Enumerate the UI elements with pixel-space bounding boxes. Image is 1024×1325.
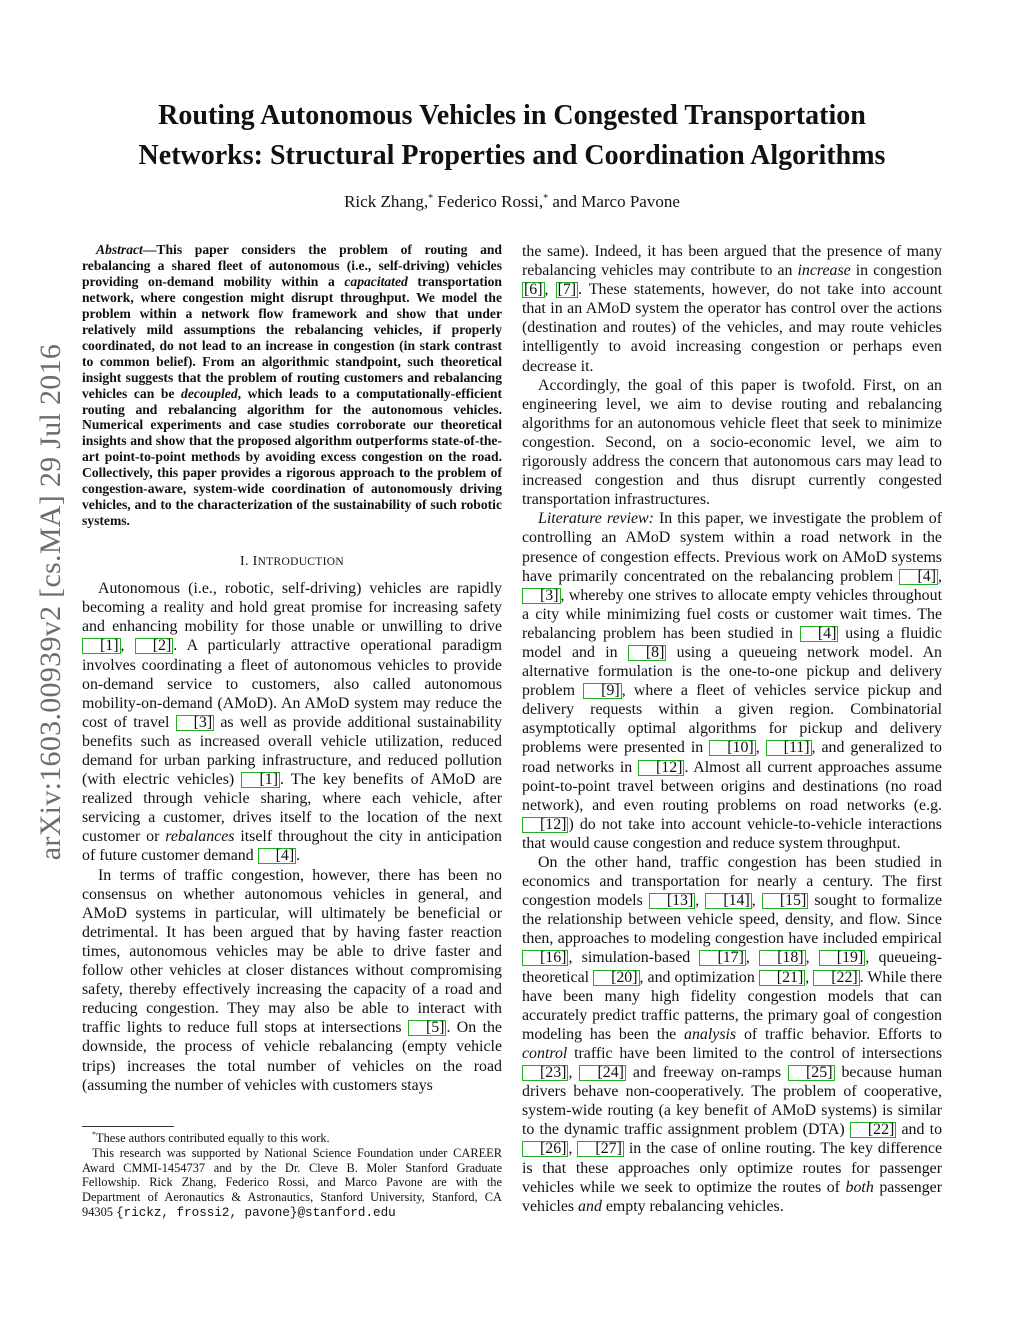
text: In this paper, we investigate the problem of controlling an AMoD system within a road network in the presence of congestion effects. Previous work on AMoD systems have primarily concentrated on the rebalancing problem [522,510,943,585]
emphasis: and [578,1197,602,1215]
abstract-emphasis: capacitated [344,273,408,289]
citation-link[interactable]: [1] [82,638,121,654]
text: , where a fleet of vehicles service pickup and delivery requests within a given region. Combinatorial asymptotically optimal algorithms for pickup and delivery problems were presented in [522,682,942,757]
citation-link[interactable]: [21] [759,970,805,986]
citation-link[interactable]: [3] [176,715,215,731]
citation-link[interactable]: [17] [699,950,745,966]
text: traffic have been limited to the control of intersections [567,1044,942,1062]
author-name: and Marco Pavone [548,192,680,211]
abstract-emphasis: decoupled [181,385,238,401]
text: itself throughout the city in anticipation of future customer demand [82,828,502,865]
text: the same). Indeed, it has been argued that the presence of many rebalancing vehicles may contribute to an [522,243,942,280]
text: . A particularly attractive operational paradigm involves coordinating a fleet of autonomous vehicles to provide on-demand service to customers, also called autonomous mobility-on-demand (AMoD). An AMoD system may reduce the cost of travel [82,637,502,731]
text: , [544,281,556,299]
citation-link[interactable]: [14] [705,893,751,909]
section-heading-rest: NTRODUCTION [257,556,344,569]
abstract-label: Abstract [96,242,143,257]
abstract-dash: — [142,242,157,257]
author-name: Rick Zhang, [344,192,429,211]
text: . These statements, however, do not take into account that in an AMoD system the operator has control over the actions (destination and routes) of the vehicles, and may route vehicles intelligently to avoid increasing congestion or perhaps even decrease it. [522,281,942,375]
citation-link[interactable]: [16] [522,950,568,966]
citation-link[interactable]: [15] [762,893,808,909]
text: and to [896,1121,943,1139]
citation-link[interactable]: [4] [899,569,938,585]
paragraph-label: Literature review: [538,510,654,528]
footnotes [82,1128,502,1220]
section-heading-initial: I [252,554,258,570]
text: sought to formalize the relationship between vehicle speed, density, and flow. Since then, approaches to modeling congestion have included empirical [522,892,943,948]
citation-link[interactable]: [13] [649,893,695,909]
citation-link[interactable]: [10] [709,740,755,756]
text: of traffic behavior. Efforts to [736,1025,942,1043]
text: , [695,892,706,910]
literature-review-paragraph [522,509,942,853]
text: passenger vehicles [522,1178,942,1215]
text: , [755,739,766,757]
intro-paragraph-4: Accordingly, the goal of this paper is twofold. First, on an engineering level, we aim to devise routing and rebalancing algorithms for an autonomous vehicle fleet that seek to minimize congestion. Second, on a socio-economic level, we aim to rigorously address the concern that autonomous cars may lead to increased congestion and thus disrupt currently congested transportation infrastructures. [522,376,942,509]
section-numeral: I. [240,554,253,570]
emphasis: rebalances [165,828,235,846]
left-column [82,242,502,1095]
emphasis: both [845,1178,874,1196]
footnote-equal-contribution [82,1128,502,1146]
abstract-text: , which leads to a computationally-efficient routing and rebalancing algorithm for the autonomous vehicles. Numerical experiments and case studies corroborate our theoretical insights and show that the proposed algorithm outperforms state-of-the-art point-to-point methods by avoiding excess congestion on the road. Collectively, this paper provides a rigorous approach to the problem of congestion-aware, system-wide coordination of autonomously driving vehicles, and to the characterization of the sustainability of such robotic systems. [82,385,502,529]
text: in the case of online routing. The key difference is that these approaches only optimize routes for passenger vehicles while we seek to optimize the routes of [522,1140,942,1196]
text: using a queueing network model. An alternative formulation is the one-to-one pickup and delivery problem [522,643,942,700]
text: On the other hand, traffic congestion has been studied in economics and transportation for nearly a century. The first congestion models [522,854,942,910]
citation-link[interactable]: [2] [135,638,174,654]
footnote-text: This research was supported by National Science Foundation under CAREER Award CMMI-1454737 and by the Dr. Cleve B. Moler Stanford Graduate Fellowship. Rick Zhang, Federico Rossi, and Marco Pavone are with the Department of Aeronautics & Astronautics, Stanford University, Stanford, CA 94305 [82,1145,502,1219]
abstract [82,242,502,529]
citation-link[interactable]: [22] [850,1122,896,1138]
paper-title [90,96,934,176]
equal-contribution-mark: * [428,193,434,204]
text: ) do not take into account vehicle-to-vehicle interactions that would cause congestion and reduce system throughput. [522,815,942,852]
citation-link[interactable]: [24] [579,1065,625,1081]
text: . On the downside, the process of vehicle rebalancing (empty vehicle trips) increases the total number of vehicles on the road (assuming the number of vehicles with customers stays [82,1019,502,1094]
text: . [296,847,301,865]
citation-link[interactable]: [22] [813,970,859,986]
text: In terms of traffic congestion, however, there has been no consensus on whether autonomous vehicles in general, and AMoD systems in particular, will ultimately be beneficial or detrimental. It has been argued that by having faster reaction times, autonomous vehicles may be able to drive faster and follow other vehicles at closer distances without compromising safety, thereby effectively increasing the capacity of a road and reducing congestion. They may also be able to interact with traffic lights to reduce full stops at intersections [82,866,502,1037]
text: . Almost all current approaches assume point-to-point travel between origins and destinations (no road network), and even routing problems on road networks (e.g. [522,758,942,814]
title-line-1: Routing Autonomous Vehicles in Congested Transportation [158,100,866,131]
footnote-divider [82,1126,174,1127]
congestion-paragraph [522,853,942,1216]
citation-link[interactable]: [5] [408,1020,447,1036]
citation-link[interactable]: [19] [819,950,865,966]
citation-link[interactable]: [25] [788,1065,834,1081]
text: , [751,892,762,910]
title-line-2: Networks: Structural Properties and Coordination Algorithms [138,140,886,171]
text: , [568,1064,580,1082]
emphasis: control [522,1044,568,1062]
text: , [120,637,135,655]
footnote-mark: * [92,1130,96,1139]
text: in congestion [850,262,942,280]
citation-link[interactable]: [4] [800,626,839,642]
citation-link[interactable]: [12] [638,760,684,776]
emphasis: analysis [684,1025,737,1043]
citation-link[interactable]: [12] [522,817,568,833]
citation-link[interactable]: [20] [593,970,639,986]
author-name: Federico Rossi, [433,192,544,211]
text: as well as provide additional sustainability benefits such as increased overall vehicle utilization, reduced demand for urban parking infrastructure, and reduced pollution (with electric vehicles) [82,713,502,789]
emphasis: increase [797,262,851,280]
author-list [90,186,934,215]
equal-contribution-mark: * [543,193,549,204]
citation-link[interactable]: [23] [522,1065,568,1081]
text: , and generalized to road networks in [522,739,942,776]
text: , [745,949,760,967]
text: , [805,968,814,986]
text: , queueing-theoretical [522,949,942,986]
intro-paragraph-2 [82,866,502,1095]
abstract-text: transportation network, where congestion might disrupt throughput. We model the problem within a network flow framework and show that under relatively mild assumptions the rebalancing vehicles, if properly coordinated, do not lead to an increase in congestion (in stark contrast to common belief). From an algorithmic standpoint, such theoretical insight suggests that the problem of routing customers and rebalancing vehicles can be [82,273,502,401]
text: , simulation-based [568,949,700,967]
text: , whereby one strives to allocate empty vehicles throughout a city while minimizing fuel costs or customer wait times. The rebalancing problem has been studied in [522,586,942,642]
citation-link[interactable]: [8] [628,645,667,661]
text: . While there have been many high fidelity congestion models that can accurately predict traffic patterns, the primary goal of congestion modeling has been the [522,968,942,1043]
abstract-text: This paper considers the problem of routing and rebalancing a shared fleet of autonomous (i.e., self-driving) vehicles providing on-demand mobility within a [82,242,502,289]
citation-link[interactable]: [18] [759,950,805,966]
section-heading-introduction [82,553,502,571]
author-emails: {rickz, frossi2, pavone}@stanford.edu [116,1205,396,1220]
text: because human drivers behave non-cooperatively. The problem of cooperative, system-wide routing (a key benefit of AMoD systems) is similar to the dynamic traffic assignment problem (DTA) [522,1064,943,1139]
text: Autonomous (i.e., robotic, self-driving) vehicles are rapidly becoming a reality and hold great promise for increasing safety and enhancing mobility for those unable or unwilling to drive [82,580,502,636]
citation-link[interactable]: [7] [557,281,577,299]
footnote-funding [82,1146,502,1221]
citation-link[interactable]: [4] [258,848,297,864]
right-column [522,242,942,1216]
text: , [568,1140,578,1158]
citation-link[interactable]: [27] [577,1141,623,1157]
text: , [805,949,819,967]
text: . The key benefits of AMoD are realized through vehicle sharing, where each vehicle, after servicing a customer, drives itself to the location of the next customer or [82,771,502,846]
intro-paragraph-1 [82,579,502,865]
citation-link[interactable]: [26] [522,1141,568,1157]
text: and freeway on-ramps [625,1064,789,1082]
citation-link[interactable]: [11] [766,740,812,756]
intro-paragraph-3 [522,242,942,376]
citation-link[interactable]: [9] [583,683,622,699]
text: , and optimization [639,968,759,986]
citation-link[interactable]: [1] [241,772,280,788]
arxiv-stamp: arXiv:1603.00939v2 [cs.MA] 29 Jul 2016 [34,343,67,861]
footnote-text: These authors contributed equally to this work. [96,1131,330,1146]
citation-link[interactable]: [3] [522,588,561,604]
citation-link[interactable]: [6] [524,281,543,299]
text: , [938,567,942,585]
text: empty rebalancing vehicles. [601,1197,784,1215]
text: using a fluidic model and in [522,624,942,661]
